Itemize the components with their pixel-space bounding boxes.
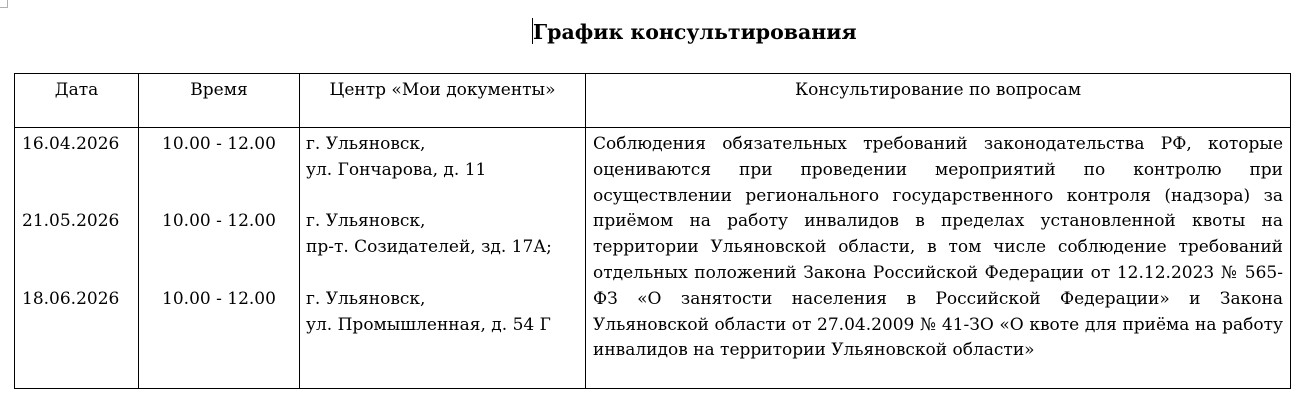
center-address[interactable]: ул. Гончарова, д. 11 [306,159,487,180]
date-item[interactable]: 18.06.2026 [22,288,120,309]
center-item [306,132,585,209]
center-address[interactable]: пр-т. Созидателей, зд. 17А; [306,237,552,258]
center-city[interactable]: г. Ульяновск, [306,211,426,232]
center-item [306,209,585,286]
topic-cell[interactable] [586,128,1291,389]
center-cell[interactable] [300,128,586,389]
header-center[interactable]: Центр «Мои документы» [300,74,586,128]
table-header-row [15,74,1291,128]
consultation-schedule-table [14,73,1291,389]
center-city[interactable]: г. Ульяновск, [306,134,426,154]
date-item[interactable]: 16.04.2026 [22,134,120,154]
header-date[interactable]: Дата [15,74,139,128]
document-title[interactable]: График консультирования [533,20,857,44]
time-cell[interactable] [139,128,300,389]
center-address[interactable]: ул. Промышленная, д. 54 Г [306,314,551,335]
center-city[interactable]: г. Ульяновск, [306,288,426,309]
table-body-row [15,128,1291,389]
time-list [139,132,299,364]
time-item[interactable]: 10.00 - 12.00 [162,134,276,154]
time-item[interactable]: 10.00 - 12.00 [162,211,276,232]
time-item[interactable]: 10.00 - 12.00 [162,288,276,309]
center-list [300,132,585,364]
date-cell[interactable] [15,128,139,389]
page-corner-mark [0,0,8,8]
topic-text[interactable]: Соблюдения обязательных требований законодательства РФ, которые оцениваются при проведении мероприятий по контролю при осуществлении регионального государственного контроля (надзора) за приёмом на работу инвалидов в пределах установленной квоты на территории Ульяновской области, в том числе соблюдение требований отдельных положений Закона Российской Федерации от 12.12.2023 № 565-ФЗ «О занятости населения в Российской Федерации» и Закона Ульяновской области от 27.04.2009 № 41-ЗО «О квоте для приёма на работу инвалидов на территории Ульяновской области» [593,134,1283,361]
center-item [306,287,585,364]
date-item[interactable]: 21.05.2026 [22,211,120,232]
header-time[interactable]: Время [139,74,300,128]
header-topic[interactable]: Консультирование по вопросам [586,74,1291,128]
date-list [15,132,138,364]
